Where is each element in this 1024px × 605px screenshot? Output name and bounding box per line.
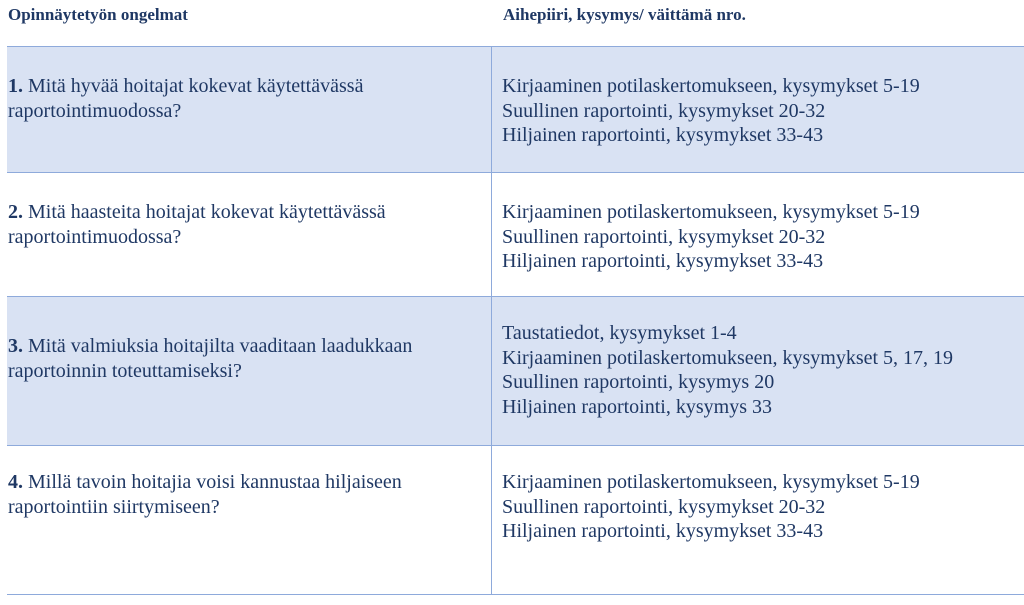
table-row [7,297,1024,446]
topic-item: Kirjaaminen potilaskertomukseen, kysymykset 5-19 [502,471,920,493]
question-number: 2. [8,201,23,223]
question-number: 4. [8,471,23,493]
topic-item: Kirjaaminen potilaskertomukseen, kysymykset 5-19 [502,75,920,97]
topic-item: Suullinen raportointi, kysymykset 20-32 [502,225,826,248]
question-text-cont: raportointimuodossa? [8,226,182,248]
table-row [7,47,1024,173]
question-cell [7,47,492,172]
topics-cell [492,173,1024,296]
table-row [7,173,1024,297]
topic-item: Kirjaaminen potilaskertomukseen, kysymykset 5-19 [502,201,920,223]
topic-item: Suullinen raportointi, kysymykset 20-32 [502,495,826,518]
question-text: Mitä hyvää hoitajat kokevat käytettävässä [23,75,364,97]
question-text: Mitä haasteita hoitajat kokevat käytettävässä [23,201,386,223]
header-topics: Aihepiiri, kysymys/ väittämä nro. [503,5,746,24]
header-problems: Opinnäytetyön ongelmat [8,5,188,24]
table-header [0,0,1024,46]
question-line [8,334,491,359]
question-text-cont: raportointimuodossa? [8,100,182,122]
question-line [8,470,491,495]
topics-cell [492,446,1024,594]
topics-cell [492,47,1024,172]
topic-item: Hiljainen raportointi, kysymys 33 [502,395,772,418]
question-text-cont: raportointiin siirtymiseen? [8,496,220,518]
question-line [8,74,491,99]
question-text-cont: raportoinnin toteuttamiseksi? [8,360,242,382]
topic-item: Hiljainen raportointi, kysymykset 33-43 [502,250,824,272]
question-number: 1. [8,75,23,97]
topic-item: Hiljainen raportointi, kysymykset 33-43 [502,124,824,146]
topic-item: Suullinen raportointi, kysymys 20 [502,371,775,393]
topic-item: Taustatiedot, kysymykset 1-4 [502,322,737,344]
question-text: Millä tavoin hoitajia voisi kannustaa hiljaiseen [23,471,402,493]
table-row [7,446,1024,595]
question-cell [7,173,492,296]
question-text: Mitä valmiuksia hoitajilta vaaditaan laadukkaan [23,335,413,357]
question-number: 3. [8,335,23,357]
topic-item: Suullinen raportointi, kysymykset 20-32 [502,99,826,122]
research-table [7,46,1024,595]
question-cell [7,446,492,594]
question-cell [7,297,492,445]
question-line [8,200,491,225]
topic-item: Hiljainen raportointi, kysymykset 33-43 [502,520,824,542]
topic-item: Kirjaaminen potilaskertomukseen, kysymykset 5, 17, 19 [502,346,954,369]
topics-cell [492,297,1024,445]
